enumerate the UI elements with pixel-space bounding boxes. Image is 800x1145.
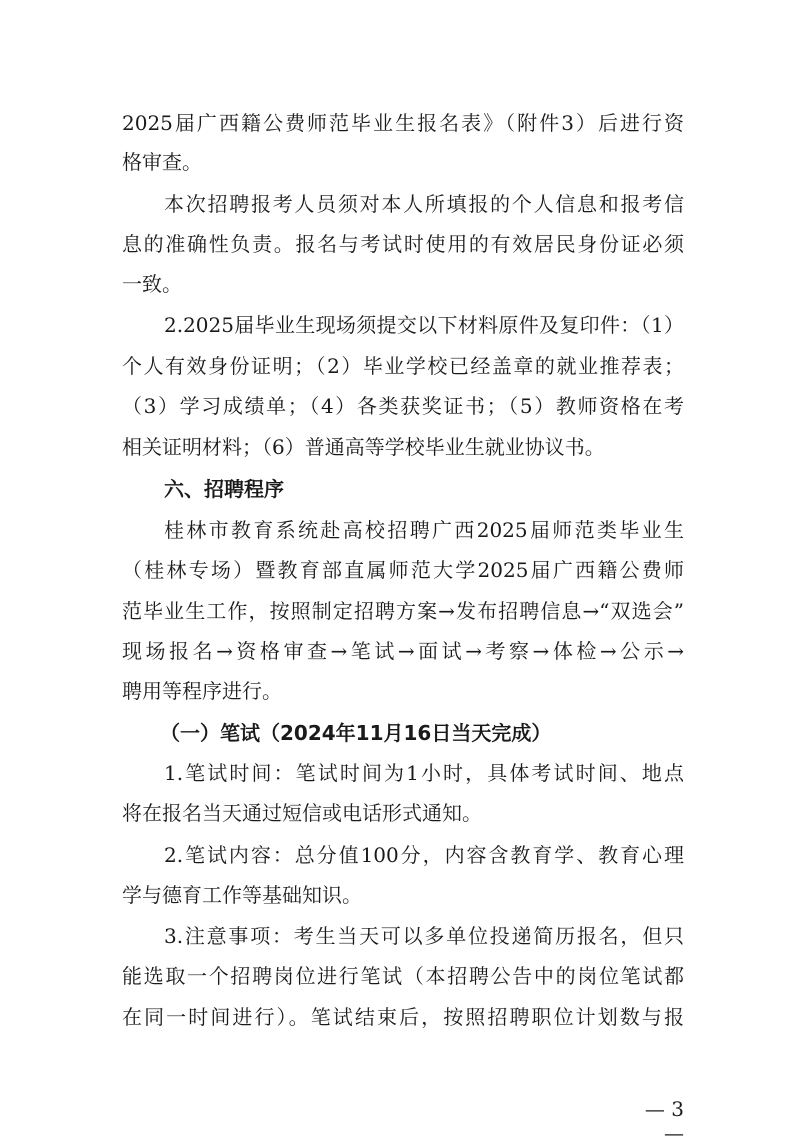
paragraph-line: 一致。 (122, 272, 182, 296)
paragraph-line: 个人有效身份证明；（2）毕业学校已经盖章的就业推荐表； (122, 354, 684, 378)
paragraph-line: 现场报名→资格审查→笔试→面试→考察→体检→公示→ (122, 639, 684, 663)
paragraph-line: （3）学习成绩单；（4）各类获奖证书；（5）教师资格在考 (122, 394, 684, 418)
paragraph-line: 2025届广西籍公费师范毕业生报名表》（附件3）后进行资 (122, 111, 684, 135)
paragraph-line: 桂林市教育系统赴高校招聘广西2025届师范类毕业生 (164, 518, 684, 542)
paragraph-line: 2.2025届毕业生现场须提交以下材料原件及复印件：（1） (164, 313, 684, 337)
paragraph-line: 聘用等程序进行。 (122, 679, 282, 703)
paragraph-line: 2.笔试内容：总分值100分，内容含教育学、教育心理 (164, 843, 684, 867)
paragraph-line: 在同一时间进行）。笔试结束后，按照招聘职位计划数与报 (122, 1005, 684, 1029)
subsection-heading: （一）笔试（2024年11月16日当天完成） (160, 721, 552, 745)
paragraph-line: 息的准确性负责。报名与考试时使用的有效居民身份证必须 (122, 232, 684, 256)
paragraph-line: 3.注意事项：考生当天可以多单位投递简历报名，但只 (164, 924, 684, 948)
section-heading: 六、招聘程序 (164, 477, 284, 501)
paragraph-line: （桂林专场）暨教育部直属师范大学2025届广西籍公费师 (122, 558, 684, 582)
paragraph-line: 1.笔试时间：笔试时间为1小时，具体考试时间、地点 (164, 761, 684, 785)
paragraph-line: 将在报名当天通过短信或电话形式通知。 (122, 801, 482, 825)
paragraph-line: 能选取一个招聘岗位进行笔试（本招聘公告中的岗位笔试都 (122, 964, 684, 988)
paragraph-line: 学与德育工作等基础知识。 (122, 883, 362, 907)
page-number: — 3 — (644, 1097, 684, 1145)
paragraph-line: 相关证明材料；（6）普通高等学校毕业生就业协议书。 (122, 435, 605, 459)
paragraph-line: 本次招聘报考人员须对本人所填报的个人信息和报考信 (164, 192, 684, 216)
paragraph-line: 范毕业生工作，按照制定招聘方案→发布招聘信息→“双选会” (122, 599, 684, 623)
paragraph-line: 格审查。 (122, 150, 202, 174)
